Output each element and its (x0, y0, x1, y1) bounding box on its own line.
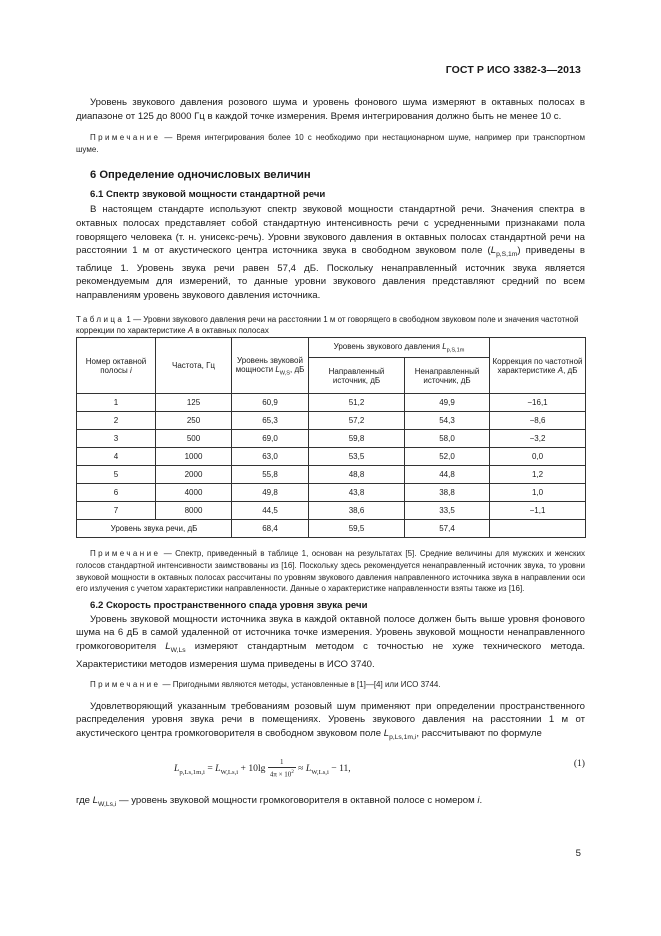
table-cell: 8000 (156, 502, 232, 520)
table-cell: 5 (77, 466, 156, 484)
table-cell: 59,5 (309, 520, 405, 538)
table-cell: 43,8 (309, 484, 405, 502)
note-label: Примечание (90, 133, 161, 143)
table-cell: 69,0 (232, 430, 309, 448)
table-cell: 54,3 (405, 412, 490, 430)
note-methods: Примечание — Пригодными являются методы, установленные в [1]—[4] или ИСО 3744. (90, 680, 441, 690)
note-integration-time (76, 132, 585, 155)
subsection-6-2-heading: 6.2 Скорость пространственного спада уровня звука речи (90, 599, 368, 611)
table-row (77, 484, 586, 502)
table-cell: Уровень звука речи, дБ (77, 520, 232, 538)
table-cell: 1,0 (490, 484, 586, 502)
table-cell: 250 (156, 412, 232, 430)
subsection-6-1-heading: 6.1 Спектр звуковой мощности стандартной речи (90, 189, 326, 201)
note-text: — Время интегрирования более 10 с необходимо при нестационарном шуме, например при транспортном шуме. (76, 133, 585, 154)
table-1-caption: Таблица 1 — Уровни звукового давления речи на расстоянии 1 м от говорящего в свободном звуковом поле и значения частотной коррекции по характеристике A в октавных полосах (76, 315, 579, 336)
page-content (76, 96, 585, 812)
table-cell: 48,8 (309, 466, 405, 484)
table-cell: 500 (156, 430, 232, 448)
header-sound-pressure: Уровень звукового давления $L_{p,S,1m}$ (309, 338, 490, 358)
table-row (77, 394, 586, 412)
table-cell: 33,5 (405, 502, 490, 520)
table-cell: 49,8 (232, 484, 309, 502)
table-cell: 38,6 (309, 502, 405, 520)
formula-expression: $L_{p,Ls,1m,i} = L_{W,Ls,i} + 10\lg$ $\frac{1}{4\pi \times 10^2}$ ≈ $L_{W,Ls,i} - 11$, (174, 758, 351, 779)
header-a-correction: Коррекция по частотной характеристике A, дБ (490, 338, 586, 394)
table-cell: 3 (77, 430, 156, 448)
table-cell: 1000 (156, 448, 232, 466)
table-cell: 1,2 (490, 466, 586, 484)
paragraph-pink-noise: Уровень звукового давления розового шума и уровень фонового шума измеряют в октавных полосах в диапазоне от 125 до 8000 Гц в каждой точке измерения. Время интегрирования должно быть не менее 10 с. (76, 97, 585, 122)
table-cell: 1 (77, 394, 156, 412)
table-cell: −16,1 (490, 394, 586, 412)
table-row (77, 430, 586, 448)
table-row (77, 466, 586, 484)
table-cell: 51,2 (309, 394, 405, 412)
table-cell: 6 (77, 484, 156, 502)
table-cell: −3,2 (490, 430, 586, 448)
table-cell: 57,2 (309, 412, 405, 430)
table-row (77, 502, 586, 520)
table-total-row (77, 520, 586, 538)
table-cell: 65,3 (232, 412, 309, 430)
table-cell: 55,8 (232, 466, 309, 484)
paragraph-where: где $L_{W,Ls,i}$ — уровень звуковой мощности громкоговорителя в октавной полосе с номером i. (76, 795, 483, 809)
header-sound-power: Уровень звуковой мощности $L_{W,S}$, дБ (232, 338, 309, 394)
table-cell: 44,5 (232, 502, 309, 520)
table-row (77, 448, 586, 466)
table-cell: 7 (77, 502, 156, 520)
table-cell: 58,0 (405, 430, 490, 448)
table-row (77, 412, 586, 430)
table-1 (76, 337, 586, 538)
table-cell: 59,8 (309, 430, 405, 448)
formula-fraction: $\frac{1}{4\pi \times 10^2}$ (269, 758, 294, 779)
table-cell: 49,9 (405, 394, 490, 412)
header-frequency: Частота, Гц (156, 338, 232, 394)
page-number: 5 (575, 848, 581, 859)
table-cell: 2 (77, 412, 156, 430)
header-directional: Направленный источник, дБ (309, 358, 405, 394)
table-cell: 60,9 (232, 394, 309, 412)
table-cell: 52,0 (405, 448, 490, 466)
paragraph-pink-noise-use: Удовлетворяющий указанным требованиям розовый шум применяют при определении пространственного распределения уровня звука речи в помещениях. Уровень звукового давления на расстоянии 1 м от акустического центра громкоговорителя в свободном звуковом поле $L_{p,Ls,1m,i}$, рассчитывают по формуле (76, 700, 585, 741)
section-6-heading: 6 Определение одночисловых величин (90, 169, 311, 182)
table-cell: 2000 (156, 466, 232, 484)
table-cell: 125 (156, 394, 232, 412)
table-cell (490, 520, 586, 538)
table-cell: 0,0 (490, 448, 586, 466)
header-omnidirectional: Ненаправленный источник, дБ (405, 358, 490, 394)
table-cell: 53,5 (309, 448, 405, 466)
table-cell: −1,1 (490, 502, 586, 520)
formula-1 (76, 750, 585, 784)
note-table-source: Примечание — Спектр, приведенный в таблице 1, основан на результатах [5]. Средние величины для мужских и женских голосов стандартной интенсивности заимствованы из [16]. Поскольку здесь рекомендуется ненаправленный источник звука, то уровни звуковой мощности в октавных полосах рассчитаны по уровням звукового давления направленного источника звука в направлении оси его излучения с учетом характеристики направленности. Данные о характеристике направленности взяты также из [16]. (76, 549, 585, 594)
table-cell: 44,8 (405, 466, 490, 484)
table-cell: −8,6 (490, 412, 586, 430)
paragraph-loudspeaker-power: Уровень звуковой мощности источника звука в каждой октавной полосе должен быть выше уровня фонового шума на 6 дБ в самой удаленной от источника точке измерения. Уровень звуковой мощности ненаправленного громкоговорителя $L_{W,Ls}$ измеряют стандартным методом с точностью не хуже технического метода. Характеристики методов измерения шума приведены в ИСО 3740. (76, 613, 586, 670)
formula-number: (1) (573, 758, 585, 770)
header-band-number: Номер октавной полосы i (77, 338, 156, 394)
paragraph-speech-spectrum: В настоящем стандарте используют спектр звуковой мощности стандартной речи. Значения спектра в октавных полосах представляет собой стандартную интенсивность речи с усредненными признаками пола говорящего человека (т. н. унисекс-речь). Уровни звукового давления в октавных полосах стандартной речи на расстоянии 1 м от акустического центра источника звука в свободном звуковом поле $(L_{p,S,1m})$ приведены в таблице 1. Уровень звука речи равен 57,4 дБ. Поскольку ненаправленный источник звука является рекомендуемым для измерений, то данные уровни звукового давления представляют средний по всем направлениям уровень звукового давления источника. (76, 204, 585, 301)
table-cell: 4 (77, 448, 156, 466)
table-cell: 4000 (156, 484, 232, 502)
table-cell: 57,4 (405, 520, 490, 538)
document-code: ГОСТ Р ИСО 3382-3—2013 (445, 64, 581, 76)
table-cell: 68,4 (232, 520, 309, 538)
table-cell: 63,0 (232, 448, 309, 466)
table-cell: 38,8 (405, 484, 490, 502)
